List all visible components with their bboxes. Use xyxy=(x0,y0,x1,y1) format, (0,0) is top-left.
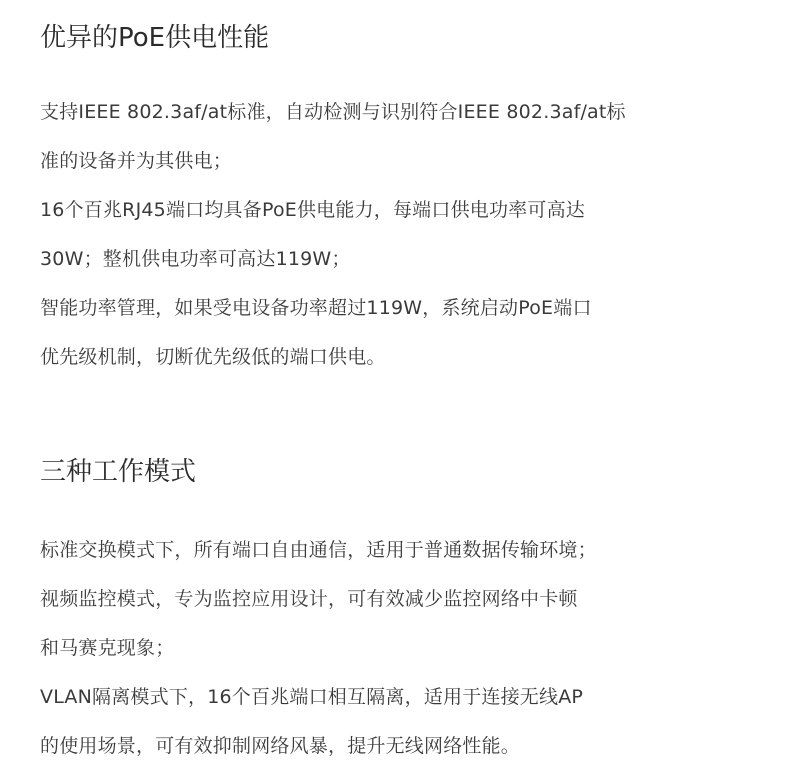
modes-text-line: 的使用场景，可有效抑制网络风暴，提升无线网络性能。 xyxy=(40,735,521,757)
section-title-modes: 三种工作模式 xyxy=(40,457,197,487)
poe-power-section xyxy=(40,18,740,382)
modes-feature-text xyxy=(40,526,740,771)
modes-text-line: 视频监控模式，专为监控应用设计，可有效减少监控网络中卡顿 xyxy=(40,588,578,610)
poe-text-line: 准的设备并为其供电； xyxy=(40,150,233,172)
modes-text-line: 和马赛克现象； xyxy=(40,637,175,659)
poe-text-line: 16个百兆RJ45端口均具备PoE供电能力，每端口供电功率可高达 xyxy=(40,199,585,221)
work-modes-section xyxy=(40,452,740,771)
poe-feature-text xyxy=(40,88,740,382)
poe-text-line: 优先级机制，切断优先级低的端口供电。 xyxy=(40,346,386,368)
poe-text-line: 30W；整机供电功率可高达119W； xyxy=(40,248,351,270)
poe-text-line: 智能功率管理，如果受电设备功率超过119W，系统启动PoE端口 xyxy=(40,297,592,319)
section-title-poe: 优异的PoE供电性能 xyxy=(40,23,270,53)
poe-text-line: 支持IEEE 802.3af/at标准，自动检测与识别符合IEEE 802.3af/at标 xyxy=(40,101,626,123)
modes-text-line: VLAN隔离模式下，16个百兆端口相互隔离，适用于连接无线AP xyxy=(40,686,584,708)
modes-text-line: 标准交换模式下，所有端口自由通信，适用于普通数据传输环境； xyxy=(40,539,597,561)
